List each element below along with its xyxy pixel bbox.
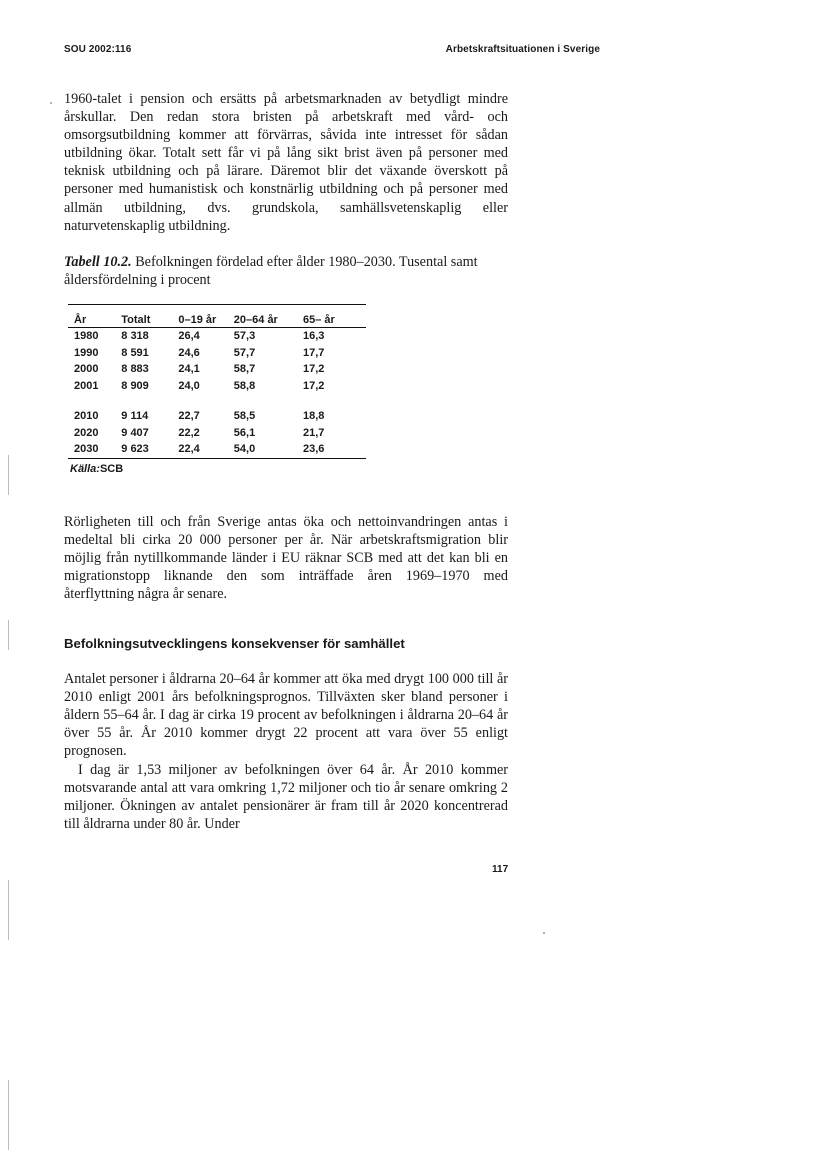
cell-year: 2030 xyxy=(68,441,121,458)
table-row xyxy=(68,345,366,362)
scan-artifact-mark xyxy=(8,1080,9,1150)
scan-artifact-mark xyxy=(8,880,9,940)
cell-total: 9 114 xyxy=(121,410,149,423)
population-table-grid xyxy=(68,312,366,459)
scan-artifact-dot xyxy=(543,932,545,934)
cell-age-65-plus: 17,7 xyxy=(302,346,325,359)
cell-age-0-19: 26,4 xyxy=(178,330,200,343)
table-top-rule xyxy=(68,304,366,305)
table-group-spacer xyxy=(68,394,366,408)
section-paragraph-2: I dag är 1,53 miljoner av befolkningen över 64 år. År 2010 kommer motsvarande antal att vara omkring 1,72 miljoner och tio år senare omkring 2 miljoner. Ökningen av antalet pensionärer är fram till år 2020 koncentrerad till åldrarna under 80 år. Under xyxy=(64,762,508,833)
cell-year: 2010 xyxy=(74,410,99,423)
cell-year: 2020 xyxy=(74,426,99,439)
running-header-right: Arbetskraftsituationen i Sverige xyxy=(445,44,600,55)
cell-age-65-plus: 21,7 xyxy=(302,426,325,439)
table-source xyxy=(68,463,366,475)
cell-total: 8 909 xyxy=(121,379,149,392)
table-source-label: Källa: xyxy=(70,462,100,475)
cell-year: 1980 xyxy=(74,330,99,343)
cell-year: 2001 xyxy=(74,379,99,392)
col-header-age-0-19: 0–19 år xyxy=(178,312,233,328)
scan-artifact-mark xyxy=(8,620,9,650)
table-caption-text: Befolkningen fördelad efter ålder 1980–2030. Tusental samt åldersfördelning i procent xyxy=(64,254,478,289)
section-paragraph-1: Antalet personer i åldrarna 20–64 år kommer att öka med drygt 100 000 till år 2010 enligt 2001 års befolkningsprognos. Tillväxten sker bland personer i åldern 55–64 år. I dag är cirka 19 procent av befolkningen i åldrarna 20–64 år över 55 år. År 2010 kommer drygt 22 procent att vara över 55 enligt prognosen. xyxy=(64,671,508,760)
cell-age-65-plus: 23,6 xyxy=(303,441,366,458)
cell-age-20-64: 56,1 xyxy=(233,426,256,439)
cell-age-65-plus: 16,3 xyxy=(302,330,325,343)
cell-age-20-64: 57,3 xyxy=(233,330,256,343)
table-row xyxy=(68,328,366,345)
cell-total: 8 883 xyxy=(121,363,149,376)
cell-year: 2000 xyxy=(74,363,99,376)
migration-paragraph: Rörligheten till och från Sverige antas öka och nettoinvandringen antas i medeltal bli cirka 20 000 personer per år. När arbetskraftsmigration blir möjlig från nytillkommande länder i EU räknar SCB med att det kan bli en migrationstopp liknande den som inträffade åren 1969–1970 med återflyttning några år senare. xyxy=(64,514,508,603)
cell-age-20-64: 57,7 xyxy=(233,346,256,359)
col-header-age-65-plus: 65– år xyxy=(303,312,366,328)
col-header-age-20-64: 20–64 år xyxy=(234,312,303,328)
cell-age-20-64: 58,7 xyxy=(233,363,256,376)
table-header-row xyxy=(68,312,366,328)
col-header-year: År xyxy=(68,312,121,328)
cell-total: 9 623 xyxy=(121,441,178,458)
cell-age-65-plus: 17,2 xyxy=(302,363,325,376)
cell-total: 8 318 xyxy=(121,330,149,343)
cell-total: 8 591 xyxy=(121,346,149,359)
col-header-total: Totalt xyxy=(121,312,178,328)
cell-total: 9 407 xyxy=(121,426,149,439)
table-row xyxy=(68,441,366,458)
cell-age-0-19: 24,1 xyxy=(178,363,200,376)
scan-artifact-dot xyxy=(50,102,52,104)
cell-age-0-19: 24,0 xyxy=(178,379,200,392)
running-header-left: SOU 2002:116 xyxy=(64,44,132,55)
table-row xyxy=(68,425,366,442)
cell-age-20-64: 58,5 xyxy=(233,410,256,423)
table-caption xyxy=(64,253,508,289)
table-row xyxy=(68,378,366,395)
table-row xyxy=(68,361,366,378)
cell-age-0-19: 22,2 xyxy=(178,426,200,439)
cell-age-65-plus: 18,8 xyxy=(302,410,325,423)
page-number: 117 xyxy=(492,864,509,875)
table-source-value: SCB xyxy=(99,462,124,475)
cell-age-65-plus: 17,2 xyxy=(302,379,325,392)
intro-paragraph: 1960-talet i pension och ersätts på arbetsmarknaden av betydligt mindre årskullar. Den redan stora bristen på arbetskraft med vård- och omsorgsutbildning kommer att förvärras, såvida inte intresset för sådan utbildning ökar. Totalt sett får vi på lång sikt brist även på personer med teknisk utbildning och på lärare. Däremot blir det växande överskott på personer med humanistisk och konstnärlig utbildning och på personer med allmän utbildning, dvs. grundskola, samhällsvetenskaplig eller naturvetenskaplig utbildning. xyxy=(64,91,508,234)
cell-age-20-64: 54,0 xyxy=(234,441,303,458)
population-table xyxy=(68,304,366,475)
table-row xyxy=(68,408,366,425)
cell-age-20-64: 58,8 xyxy=(233,379,256,392)
section-heading: Befolkningsutvecklingens konsekvenser för samhället xyxy=(64,636,405,651)
cell-year: 1990 xyxy=(74,346,99,359)
scan-artifact-mark xyxy=(8,455,9,495)
cell-age-0-19: 22,7 xyxy=(178,410,200,423)
cell-age-0-19: 22,4 xyxy=(178,441,233,458)
table-label: Tabell 10.2. xyxy=(64,254,132,270)
cell-age-0-19: 24,6 xyxy=(178,346,200,359)
